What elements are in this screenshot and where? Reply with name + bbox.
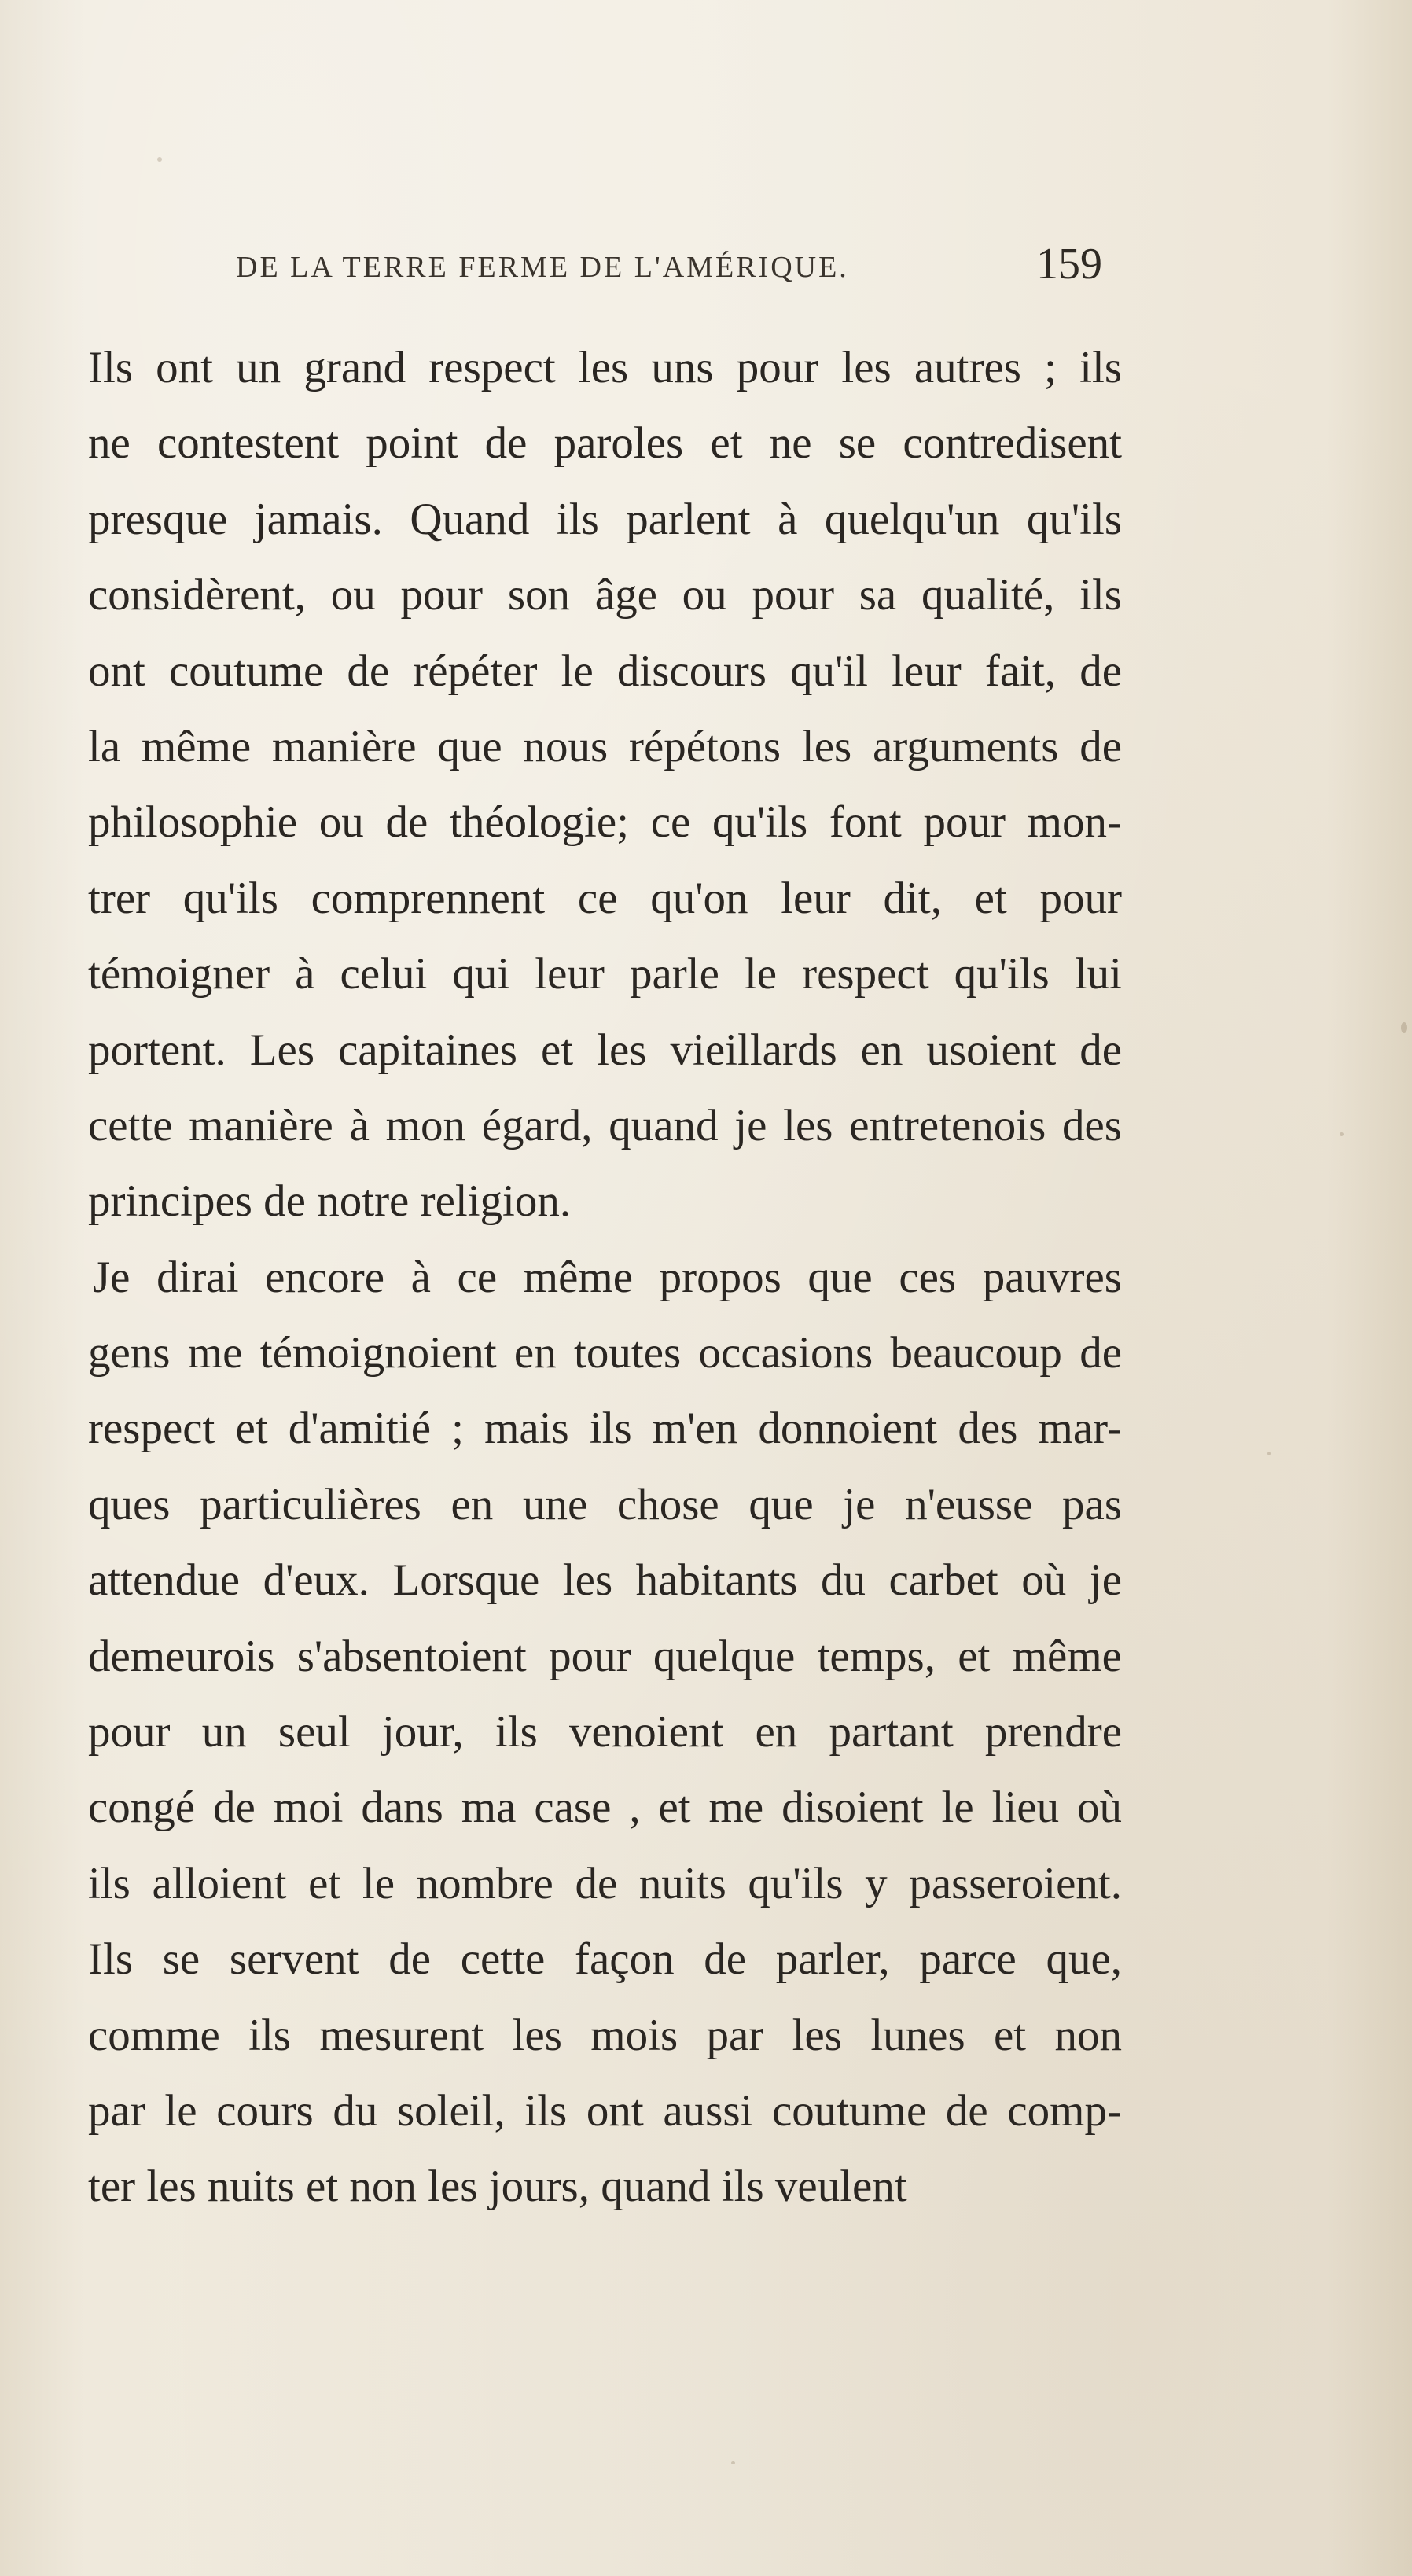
body-text (88, 330, 1122, 2225)
paper-speck (157, 157, 162, 162)
text-line: demeurois s'absentoient pour quelque temps, et même (88, 1631, 1122, 1681)
text-line: Je dirai encore à ce même propos que ces pauvres (93, 1252, 1122, 1302)
paper-speck (731, 2461, 735, 2464)
text-line: pour un seul jour, ils venoient en partant prendre (88, 1707, 1122, 1757)
text-line: trer qu'ils comprennent ce qu'on leur dit, et pour (88, 873, 1122, 923)
text-line: ont coutume de répéter le discours qu'il leur fait, de (88, 646, 1122, 696)
text-line: presque jamais. Quand ils parlent à quelqu'un qu'ils (88, 494, 1122, 544)
text-line: Ils ont un grand respect les uns pour les autres ; ils (88, 343, 1122, 392)
page-number: 159 (1036, 240, 1102, 289)
text-line: la même manière que nous répétons les arguments de (88, 721, 1122, 771)
running-header (236, 250, 1124, 285)
paper-speck (1340, 1132, 1344, 1136)
text-line: principes de notre religion. (88, 1176, 572, 1227)
text-line: ques particulières en une chose que je n'eusse pas (88, 1479, 1122, 1529)
running-title: DE LA TERRE FERME DE L'AMÉRIQUE. (236, 251, 849, 284)
text-line: philosophie ou de théologie; ce qu'ils font pour mon- (88, 797, 1122, 848)
text-line: considèrent, ou pour son âge ou pour sa qualité, ils (88, 570, 1122, 620)
text-line: ter les nuits et non les jours, quand ils veulent (88, 2162, 907, 2212)
text-line: gens me témoignoient en toutes occasions beaucoup de (88, 1328, 1122, 1378)
text-line: témoigner à celui qui leur parle le respect qu'ils lui (88, 949, 1122, 999)
text-line: congé de moi dans ma case , et me disoient le lieu où (88, 1783, 1122, 1833)
text-line: attendue d'eux. Lorsque les habitants du carbet où je (88, 1555, 1122, 1606)
text-line: par le cours du soleil, ils ont aussi coutume de comp- (88, 2085, 1122, 2136)
text-line: comme ils mesurent les mois par les lunes et non (88, 2010, 1122, 2060)
text-line: portent. Les capitaines et les vieillards en usoient de (88, 1025, 1122, 1075)
paper-speck (1401, 1022, 1407, 1033)
paper-speck (1267, 1452, 1271, 1455)
text-line: ils alloient et le nombre de nuits qu'ils y passeroient. (88, 1858, 1122, 1908)
text-line: Ils se servent de cette façon de parler, parce que, (88, 1934, 1122, 1985)
text-line: ne contestent point de paroles et ne se contredisent (88, 418, 1122, 469)
text-line: cette manière à mon égard, quand je les entretenois des (88, 1100, 1122, 1150)
text-line: respect et d'amitié ; mais ils m'en donnoient des mar- (88, 1404, 1122, 1454)
